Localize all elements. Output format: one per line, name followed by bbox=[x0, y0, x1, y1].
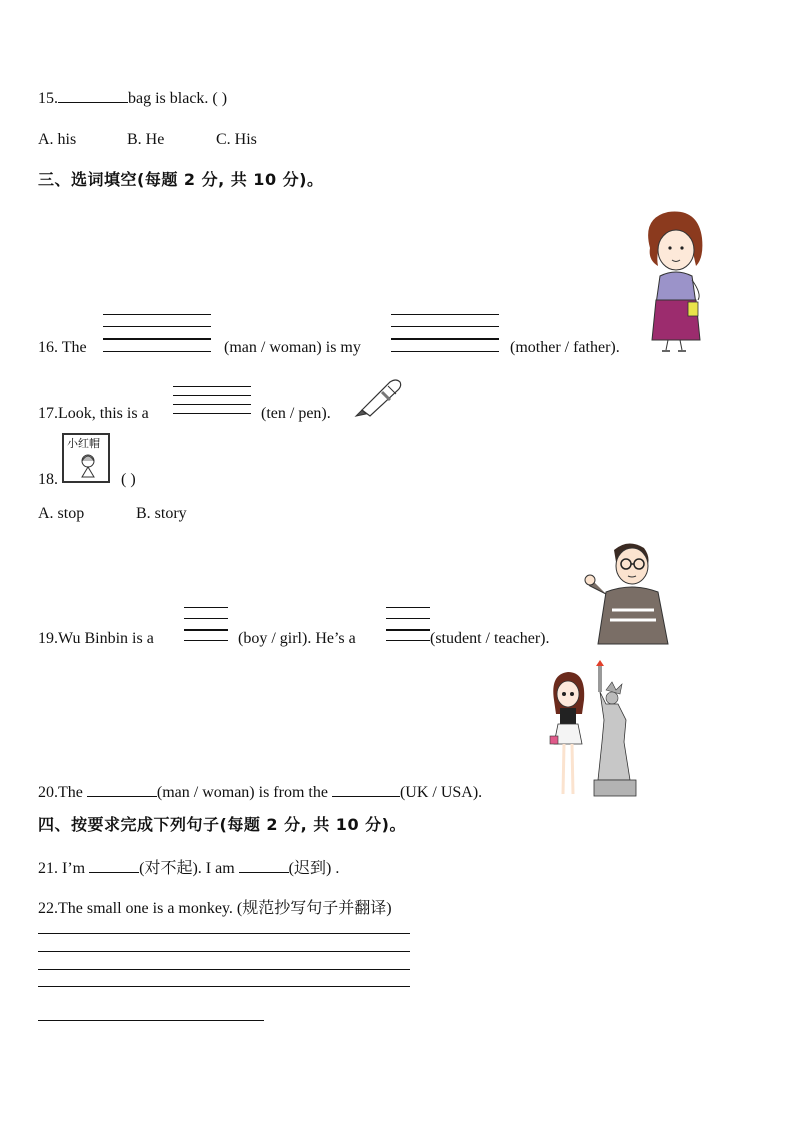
storybook-icon bbox=[62, 433, 110, 483]
q21-blank-2[interactable] bbox=[239, 858, 289, 873]
q19-end-text: (student / teacher). bbox=[430, 630, 550, 647]
q21-hint-1: (对不起). I am bbox=[139, 860, 235, 877]
q18-option-b[interactable]: B. story bbox=[136, 505, 187, 522]
q15-number: 15. bbox=[38, 90, 58, 107]
q19-middle-text: (boy / girl). He’s a bbox=[238, 630, 356, 647]
q16-middle-text: (man / woman) is my bbox=[224, 339, 361, 356]
q20-blank-2[interactable] bbox=[332, 782, 400, 797]
q22-writing-line-3[interactable] bbox=[38, 969, 410, 970]
q19-writing-lines-1[interactable] bbox=[184, 607, 228, 643]
q16-writing-lines-1[interactable] bbox=[103, 314, 211, 354]
q15-line bbox=[38, 88, 227, 109]
q19-writing-lines-2[interactable] bbox=[386, 607, 430, 643]
q17-text: 17.Look, this is a bbox=[38, 405, 149, 422]
q22-writing-line-4[interactable] bbox=[38, 986, 410, 987]
q17-writing-lines[interactable] bbox=[173, 386, 251, 416]
q18-option-a[interactable]: A. stop bbox=[38, 505, 85, 522]
q22-text: 22.The small one is a monkey. (规范抄写句子并翻译) bbox=[38, 900, 392, 917]
pen-icon bbox=[352, 376, 404, 418]
woman-illustration bbox=[640, 208, 712, 354]
q15-blank[interactable] bbox=[58, 88, 128, 103]
q21-start: 21. I’m bbox=[38, 860, 86, 877]
section4-heading: 四、按要求完成下列句子(每题 2 分, 共 10 分)。 bbox=[38, 815, 406, 834]
girl-and-statue-illustration bbox=[548, 660, 642, 798]
q16-end-text: (mother / father). bbox=[510, 339, 620, 356]
q20-blank-1[interactable] bbox=[87, 782, 157, 797]
q20-end-text: (UK / USA). bbox=[399, 784, 483, 801]
girl-icon bbox=[78, 453, 98, 479]
q18-paren[interactable]: ( ) bbox=[121, 471, 136, 488]
q20-middle-text: (man / woman) is from the bbox=[156, 784, 328, 801]
q22-translation-line[interactable] bbox=[38, 1020, 264, 1021]
q15-option-a[interactable]: A. his bbox=[38, 131, 77, 148]
storybook-title: 小红帽 bbox=[67, 437, 100, 450]
q21-blank-1[interactable] bbox=[89, 858, 139, 873]
q21-hint-2: (迟到) . bbox=[288, 860, 340, 877]
q21-line bbox=[38, 858, 339, 879]
q16-writing-lines-2[interactable] bbox=[391, 314, 499, 354]
q20-line bbox=[38, 782, 482, 803]
q22-writing-line-1[interactable] bbox=[38, 933, 410, 934]
q17-end-text: (ten / pen). bbox=[261, 405, 331, 422]
q22-writing-line-2[interactable] bbox=[38, 951, 410, 952]
q15-option-c[interactable]: C. His bbox=[216, 131, 257, 148]
section3-heading: 三、选词填空(每题 2 分, 共 10 分)。 bbox=[38, 170, 324, 189]
teacher-illustration bbox=[584, 540, 672, 646]
q18-number: 18. bbox=[38, 471, 58, 488]
q15-text: bag is black. ( ) bbox=[128, 90, 228, 107]
q15-option-b[interactable]: B. He bbox=[127, 131, 165, 148]
q20-number: 20.The bbox=[38, 784, 83, 801]
q19-text: 19.Wu Binbin is a bbox=[38, 630, 154, 647]
q16-number: 16. The bbox=[38, 339, 87, 356]
